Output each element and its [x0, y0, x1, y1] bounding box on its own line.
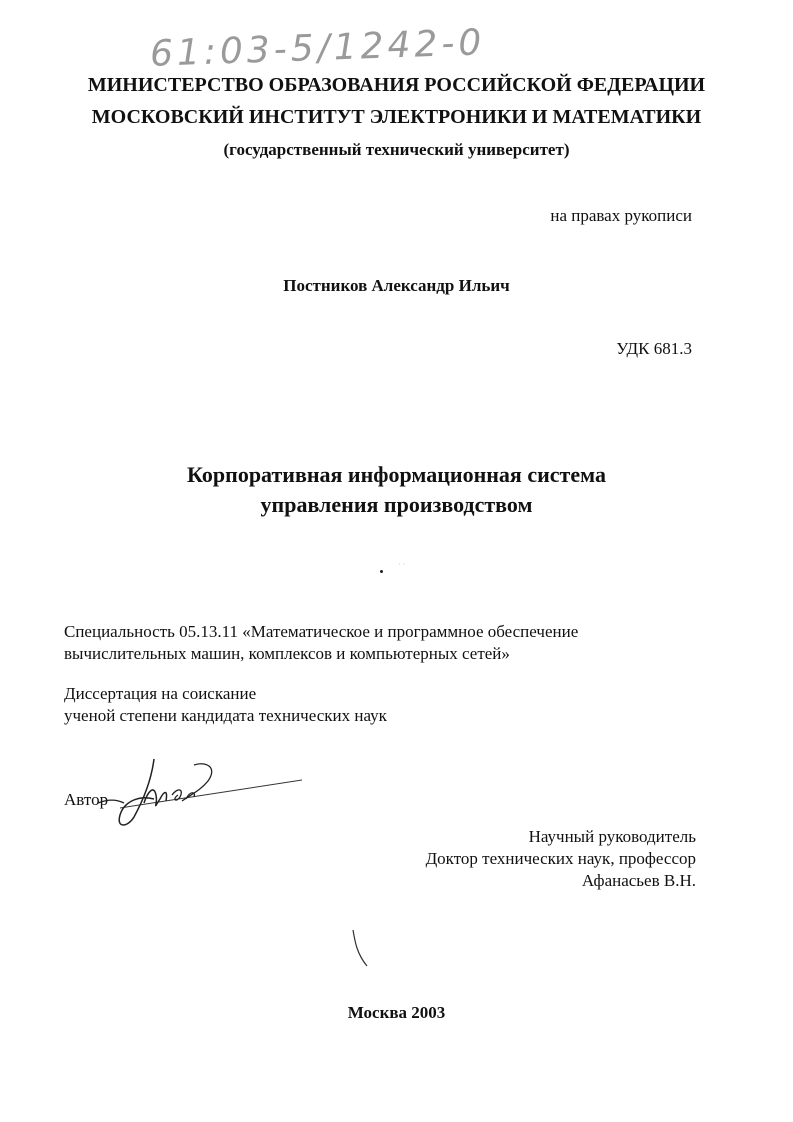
specialty-line-2: вычислительных машин, комплексов и компьютерных сетей» — [64, 644, 510, 663]
title-line-1: Корпоративная информационная система — [187, 462, 606, 487]
specialty-block — [64, 621, 578, 665]
scan-speck — [380, 570, 383, 573]
ministry-heading: МИНИСТЕРСТВО ОБРАЗОВАНИЯ РОССИЙСКОЙ ФЕДЕРАЦИИ — [87, 74, 706, 96]
manuscript-note: на правах рукописи — [550, 206, 692, 225]
author-label: Автор — [64, 790, 109, 809]
specialty-line-1: Специальность 05.13.11 «Математическое и программное обеспечение — [64, 622, 579, 641]
dissertation-title — [0, 460, 793, 520]
degree-line-1: Диссертация на соискание — [64, 684, 257, 703]
institute-type: (государственный технический университет) — [223, 140, 570, 159]
institute-heading: МОСКОВСКИЙ ИНСТИТУТ ЭЛЕКТРОНИКИ И МАТЕМАТИКИ — [91, 106, 702, 128]
udc-code: УДК 681.3 — [616, 339, 692, 358]
pen-mark — [345, 928, 375, 970]
degree-block — [64, 683, 387, 727]
author-signature — [94, 755, 224, 835]
archive-number-handwritten: 61:03-5/1242-0 — [149, 22, 486, 75]
supervisor-title: Доктор технических наук, профессор — [425, 849, 696, 868]
scan-smudge: · · — [398, 560, 406, 569]
supervisor-name: Афанасьев В.Н. — [581, 871, 696, 890]
author-name: Постников Александр Ильич — [283, 276, 510, 295]
degree-line-2: ученой степени кандидата технических наук — [64, 706, 387, 725]
title-line-2: управления производством — [260, 492, 533, 517]
supervisor-block — [426, 826, 696, 892]
city-year: Москва 2003 — [347, 1003, 446, 1022]
supervisor-role: Научный руководитель — [528, 827, 696, 846]
